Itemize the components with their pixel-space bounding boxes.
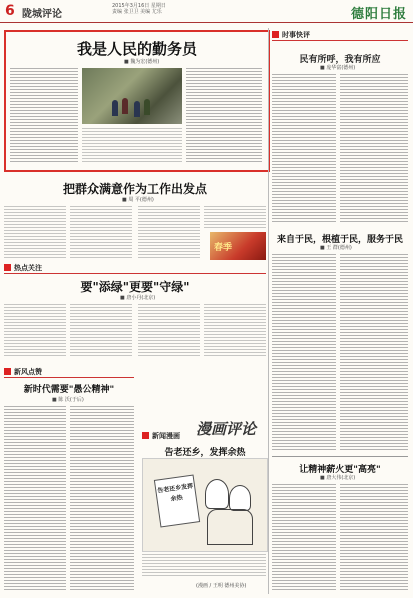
cartoon-caption-text bbox=[142, 554, 266, 578]
cartoon-person-2 bbox=[229, 485, 251, 511]
article4-rule bbox=[272, 456, 408, 457]
article2-byline: ■ 周 平(德州) bbox=[122, 197, 154, 203]
article2-title: 把群众满意作为工作出发点 bbox=[62, 182, 207, 196]
cartoon-brush-title: 漫画评论 bbox=[196, 420, 257, 438]
new-section-rule bbox=[4, 377, 134, 378]
new-section-label: 新风点赞 bbox=[14, 368, 42, 376]
hot-text-col4 bbox=[204, 304, 266, 358]
page-number: 6 bbox=[5, 3, 15, 19]
hot-section-title: 要"添绿"更要"守绿" bbox=[80, 280, 190, 294]
article2-text-col4 bbox=[204, 206, 266, 230]
new-section-byline: ■ 陈 沃(于后) bbox=[52, 397, 84, 403]
header-date bbox=[112, 3, 166, 15]
article4-text-col2 bbox=[340, 484, 408, 592]
article3-byline: ■ 王 群(德州) bbox=[320, 245, 352, 251]
right-article1-text-col1 bbox=[272, 74, 336, 222]
right-article1-byline: ■ 庞华富(德州) bbox=[320, 65, 356, 71]
editor-line: 责编 张卫卫 美编 尤乐 bbox=[112, 9, 162, 15]
cartoon-person bbox=[205, 479, 229, 509]
hot-section-byline: ■ 唐小丹(北京) bbox=[120, 295, 156, 301]
cartoon-credit: (漫画 / 王明 德州美协) bbox=[196, 583, 247, 589]
right-article1-text-col2 bbox=[340, 74, 408, 222]
right-column-label: 时事快评 bbox=[282, 31, 310, 39]
top-article-byline: ■ 魏为宏(德州) bbox=[124, 59, 160, 65]
article3-text-col2 bbox=[340, 254, 408, 450]
right-column-rule bbox=[272, 40, 408, 41]
banner-text: 春季 bbox=[214, 243, 233, 253]
hot-text-col2 bbox=[70, 304, 132, 358]
new-section-icon bbox=[4, 368, 11, 375]
article2-text-col2 bbox=[70, 206, 132, 260]
right-article1-title: 民有所呼，我有所应 bbox=[299, 55, 381, 65]
top-article-text-col3 bbox=[186, 68, 262, 164]
cartoon-image bbox=[142, 458, 268, 552]
hot-section-rule bbox=[4, 273, 266, 274]
new-section-title: 新时代需要"愚公精神" bbox=[23, 385, 115, 395]
cartoon-sign: 告老还乡发挥余热 bbox=[154, 474, 200, 527]
cartoon-section-icon bbox=[142, 432, 149, 439]
top-article-photo bbox=[82, 68, 182, 124]
new-text-col2 bbox=[70, 406, 134, 592]
top-article-title: 我是人民的勤务员 bbox=[76, 40, 197, 58]
cartoon-title: 告老还乡，发挥余热 bbox=[164, 448, 246, 458]
hot-section-icon bbox=[4, 264, 11, 271]
newspaper-logo: 德阳日报 bbox=[350, 7, 407, 22]
hot-text-col1 bbox=[4, 304, 66, 358]
article2-banner-image bbox=[210, 232, 266, 260]
top-article-box bbox=[4, 30, 270, 172]
date-line: 2015年3月16日 星期日 bbox=[112, 3, 166, 9]
article3-title: 来自于民，根植于民，服务于民 bbox=[276, 235, 403, 245]
column-divider bbox=[268, 28, 269, 594]
cartoon-body bbox=[207, 509, 253, 545]
article3-text-col1 bbox=[272, 254, 336, 450]
new-text-col1 bbox=[4, 406, 66, 592]
flag-icon bbox=[272, 31, 279, 38]
article4-text-col1 bbox=[272, 484, 336, 592]
top-article-text-col1 bbox=[10, 68, 78, 164]
cartoon-section-label: 新闻漫画 bbox=[152, 432, 180, 440]
top-article-text-col2 bbox=[82, 128, 182, 164]
hot-text-col3 bbox=[138, 304, 200, 358]
article2-text-col1 bbox=[4, 206, 66, 260]
article4-title: 让精神薪火更"高亮" bbox=[299, 465, 381, 475]
section-name: 陇城评论 bbox=[22, 9, 62, 20]
hot-section-label: 热点关注 bbox=[14, 264, 42, 272]
article2-text-col3 bbox=[138, 206, 200, 260]
article4-byline: ■ 唐大伟(北京) bbox=[320, 475, 356, 481]
